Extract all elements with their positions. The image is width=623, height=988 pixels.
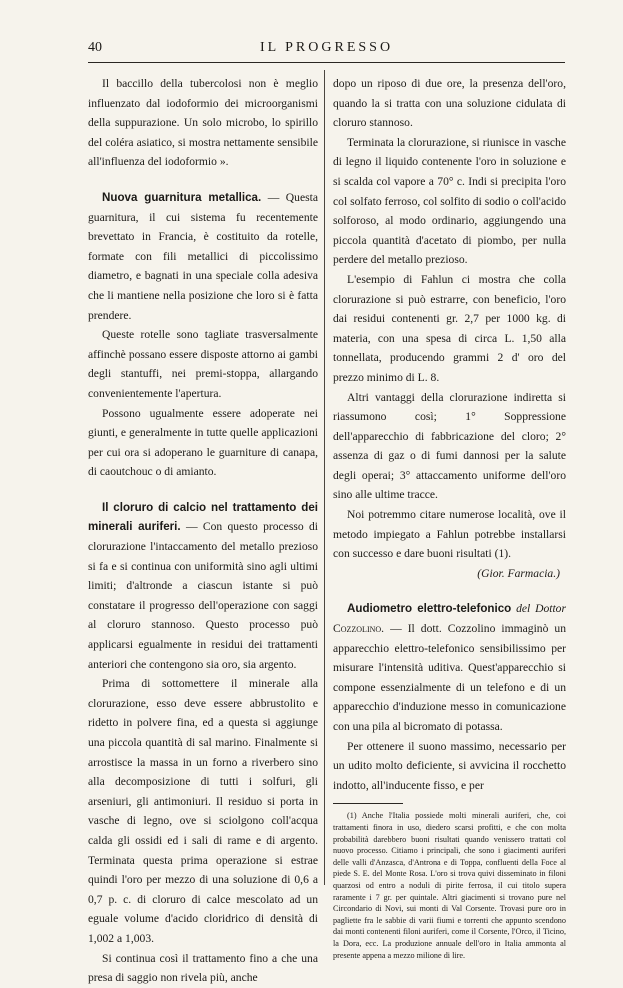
paragraph: L'esempio di Fahlun ci mostra che colla clorurazione si può estrarre, con beneficio, l'oro dai residui contenenti gr. 2,7 per 1000 kg. di materia, con una spesa di circa L. 1,50 alla tonnellata, producendo grammi 2 d' oro del prezzo minimo di L. 8. (333, 272, 566, 384)
page-number: 40 (88, 40, 102, 55)
left-column (88, 74, 318, 988)
page-header (88, 36, 565, 63)
dash: — (180, 520, 203, 534)
paragraph: Queste rotelle sono tagliate trasversalmente affinchè possano essere disposte attorno ai gambi degli stantuffi, nei premi-stoppa, allargando convenientemente l'apertura. (88, 328, 318, 400)
paragraph: Questa guarnitura, il cui sistema fu recentemente brevettato in Francia, è costituito da rotelle, formate con fili metallici di piccolissimo diametro, e bagnati in una speciale colla adesiva che li mantiene nella posizione che loro si è fatta prendere. (88, 190, 318, 322)
article-title: Audiometro elettro-telefonico (347, 602, 512, 616)
paragraph: Possono ugualmente essere adoperate nei giunti, e generalmente in tutte quelle applicazioni per cui ora si adoperano le guarniture di canapa, di caoutchouc o di amianto. (88, 406, 318, 479)
article-nuova-guarnitura (88, 188, 318, 325)
paragraph: Con questo processo di clorurazione l'intaccamento del metallo prezioso si fa e si continua con uniformità sino agli ultimi limiti; d'altronde a ciascun istante si può constatare il progresso dell'operazione con saggi al cloruro stannoso. Questo processo può applicarsi egualmente in residui dei trattamenti anteriori che contengono sia oro, sia argento. (88, 520, 318, 671)
paragraph: Noi potremmo citare numerose località, ove il metodo impiegato a Fahlun potrebbe installarsi con successo e dare buoni risultati (1). (333, 508, 566, 561)
running-title: IL PROGRESSO (259, 40, 394, 55)
paragraph: Prima di sottomettere il minerale alla clorurazione, esso deve essere abbrustolito e ridetto in polvere fina, ed a questa si aggiunge una piccola quantità di sal marino. Finalmente si arrostisce la massa in un forno a riverbero sino alla decomposizione di tutti i solfuri, gli arseniuri, gli antimoniuri. Il residuo si porta in vasche di legno, ove si sciolgono coll'acqua calda gli ossidi ed i sali di rame e di argento. Terminata questa prima operazione si estrae quindi l'oro per mezzo di una soluzione di 0,6 a 0,7 p. c. di cloruro di calce mescolato ad un eguale volume d'acido cloridrico di densità di 1,002 a 1,003. (88, 677, 318, 945)
footnote-rule (333, 803, 403, 804)
article-title-suffix: del Dottor (511, 602, 566, 616)
article-title: Il cloruro di calcio nel trattamento dei minerali auriferi. (88, 500, 318, 534)
article-title: Nuova guarnitura metallica. (102, 190, 262, 204)
citation: (Gior. Farmacia.) (477, 566, 560, 580)
dash: — (261, 190, 286, 204)
column-divider (324, 70, 325, 885)
paragraph: Per ottenere il suono massimo, necessario per un udito molto deficiente, si avvicina il rocchetto indotto, all'inducente fisso, e per (333, 739, 566, 792)
footnote: (1) Anche l'Italia possiede molti minerali auriferi, che, coi trattamenti finora in uso, diedero scarsi profitti, e che con molta probabilità darebbero buoni risultati quando venissero trattati col nuovo processo. Citiamo i principali, che sono i giacimenti auriferi delle valli d'Anzasca, d'Antrona e di Toppa, confluenti della Foce al piede S. E. del Monte Rosa. L'oro si trova quivi disseminato in filoni quarzosi od entro a noduli di pirite ferrosa, il cui titolo supera raramente i 7 gr. per quintale. Altri giacimenti si trovano pure nel Circondario di Novi, sui monti di Val Corsente. Trovasi pure oro in pagliette fra le sabbie di varii fiumi e torrenti che appunto scendono dai monti contenenti filoni auriferi, come il Corsente, l'Orco, il Ticino, la Dora, ecc. La produzione annuale dell'oro in Italia ammonta al presente appena a mezzo milione di lire. (333, 811, 566, 960)
author-name: Cozzolino. (333, 622, 385, 636)
paragraph: dopo un riposo di due ore, la presenza dell'oro, quando la si tratta con una soluzione cidulata di cloruro stannoso. (333, 77, 566, 130)
paragraph: Altri vantaggi della clorurazione indiretta si riassumono così; 1° Soppressione dell'apparecchio di fabbricazione del cloro; 2° assenza di gaz o di fumi dannosi per la salute degli operai; 3° attaccamento uniforme dell'oro sino alle ultime tracce. (333, 390, 566, 502)
paragraph: Si continua così il trattamento fino a che una presa di saggio non rivela più, anche (88, 951, 318, 985)
paragraph: — Il dott. Cozzolino immaginò un apparecchio elettro-telefonico sensibilissimo per misurare l'intensità uditiva. Quest'apparecchio si compone essenzialmente di un telefono e di un apparecchio d'induzione messo in comunicazione con una pila al bicromato di potassa. (333, 622, 566, 733)
paragraph: Il baccillo della tubercolosi non è meglio influenzato dal iodoformio dei microorganismi della suppurazione. Un solo microbo, lo spirillo del coléra asiatico, si mostra nettamente sensibile all'influenza del iodoformio ». (88, 77, 318, 169)
article-cloruro-calcio (88, 498, 318, 674)
right-column (333, 74, 566, 961)
article-audiometro (333, 599, 566, 736)
paragraph: Terminata la clorurazione, si riunisce in vasche di legno il liquido contenente l'oro in soluzione e si scalda col vapore a 70° c. Indi si precipita l'oro col solfato ferroso, col solfito di sodio o coll'acido solforoso, al modo ordinario, aggiungendo una piccola quantità d'acetato di piombo, per nulla perdere del metallo prezioso. (333, 135, 566, 267)
